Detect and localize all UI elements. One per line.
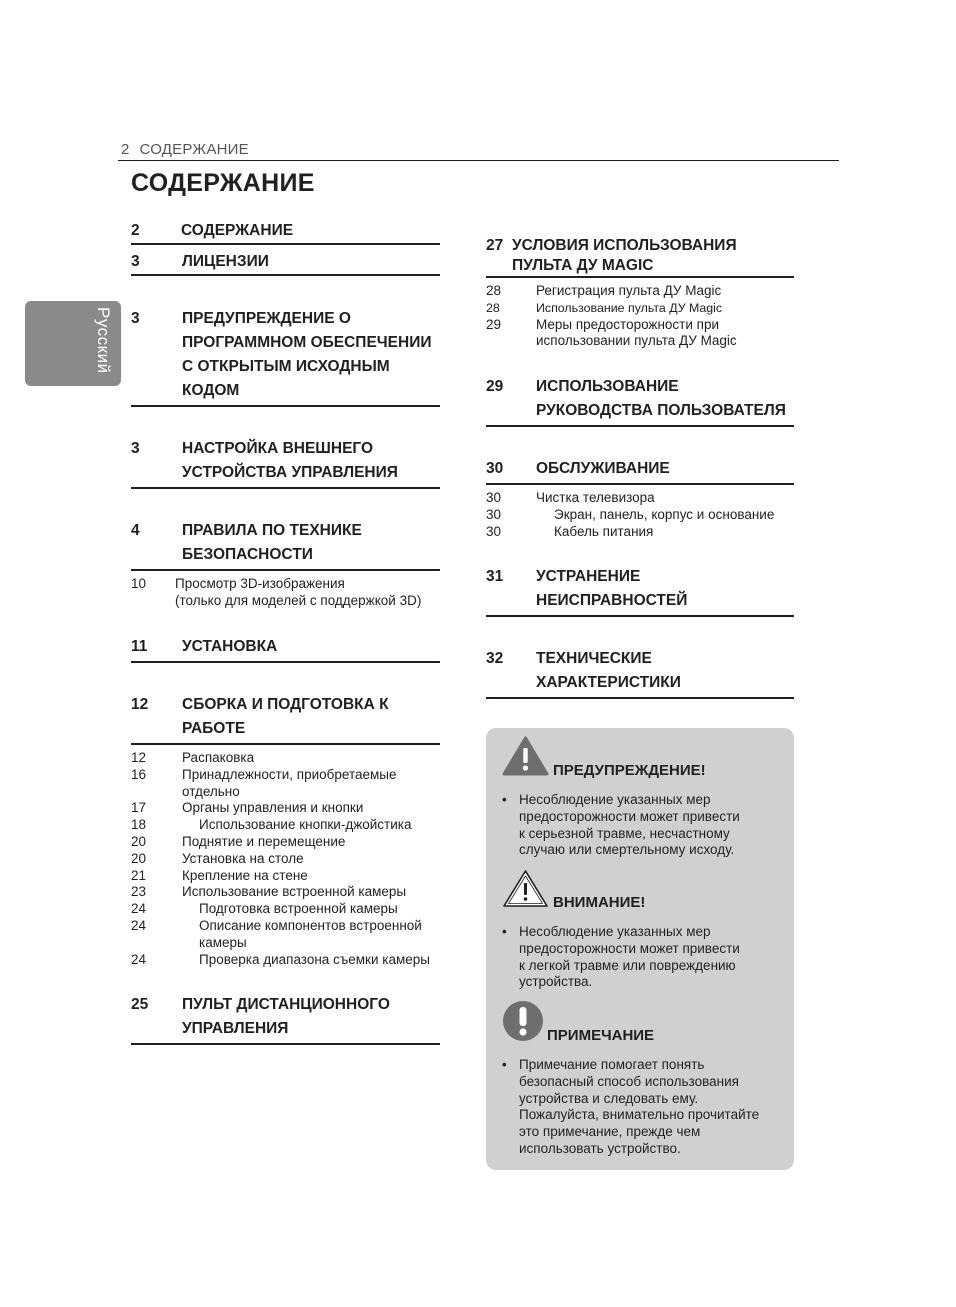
divider — [131, 661, 440, 663]
toc-subtitle: Использование встроенной камеры — [182, 884, 407, 900]
warning-line: Несоблюдение указанных мер — [519, 792, 711, 807]
toc-subtitle: камеры — [199, 934, 247, 950]
toc-sublist-assembly — [131, 750, 441, 970]
toc-title-line: ПРАВИЛА ПО ТЕХНИКЕ — [182, 522, 362, 539]
divider — [131, 569, 440, 571]
toc-title-line: ПРЕДУПРЕЖДЕНИЕ О — [182, 310, 351, 327]
toc-page-number: 11 — [131, 638, 148, 655]
toc-title-line: УСТРОЙСТВА УПРАВЛЕНИЯ — [182, 464, 398, 481]
toc-page-number: 2 — [131, 222, 140, 239]
divider — [486, 425, 794, 427]
toc-title-line: УПРАВЛЕНИЯ — [182, 1020, 289, 1037]
caution-outline-icon — [502, 868, 549, 908]
toc-entry-installation[interactable] — [131, 635, 441, 659]
toc-page-number: 20 — [131, 850, 147, 866]
note-line: Примечание помогает понять — [519, 1057, 705, 1072]
toc-page-number: 30 — [486, 490, 502, 505]
warning-filled-icon — [502, 736, 549, 776]
divider — [131, 274, 440, 276]
toc-subentry[interactable] — [131, 800, 441, 817]
header-rule — [118, 160, 839, 161]
caution-line: Несоблюдение указанных мер — [519, 924, 711, 939]
warning-text — [502, 792, 792, 860]
divider — [486, 483, 794, 485]
caution-text — [502, 924, 792, 992]
divider — [131, 405, 440, 407]
toc-subtitle: Крепление на стене — [182, 867, 308, 883]
toc-page-number: 29 — [486, 378, 504, 395]
toc-page-number: 31 — [486, 568, 504, 585]
exclamation-circle-icon — [502, 1000, 544, 1042]
toc-entry-external-device[interactable] — [131, 437, 441, 485]
toc-page-number: 28 — [486, 283, 502, 298]
toc-entry-troubleshooting[interactable] — [486, 565, 796, 613]
toc-title-line: С ОТКРЫТЫМ ИСХОДНЫМ — [182, 358, 390, 375]
toc-page-number: 24 — [131, 951, 147, 967]
caution-title: ВНИМАНИЕ! — [553, 894, 646, 911]
toc-title: СОДЕРЖАНИЕ — [181, 222, 294, 239]
toc-entry-magic-remote[interactable] — [486, 236, 796, 278]
bullet: • — [502, 792, 507, 807]
toc-title-line: ИСПОЛЬЗОВАНИЕ — [536, 378, 679, 395]
toc-page-number: 29 — [486, 316, 502, 332]
caution-line: предосторожности может привести — [519, 940, 740, 956]
toc-page-number: 20 — [131, 834, 147, 849]
divider — [486, 615, 794, 617]
toc-subentry[interactable] — [131, 851, 441, 868]
caution-line: к легкой травме или повреждению — [519, 957, 736, 973]
toc-title-line: ПУЛЬТА ДУ MAGIC — [512, 257, 654, 274]
toc-page-number: 30 — [486, 506, 502, 522]
toc-page-number: 28 — [486, 300, 500, 315]
toc-title-line: ПРОГРАММНОМ ОБЕСПЕЧЕНИИ — [182, 334, 432, 351]
toc-entry-safety[interactable] — [131, 519, 441, 567]
warning-line: случаю или смертельному исходу. — [519, 842, 735, 858]
toc-page-number: 27 — [486, 237, 504, 254]
toc-title-line: БЕЗОПАСНОСТИ — [182, 546, 313, 563]
running-title: СОДЕРЖАНИЕ — [139, 141, 249, 158]
divider — [131, 243, 440, 245]
toc-subentry[interactable] — [486, 490, 796, 507]
toc-subentry[interactable] — [486, 507, 796, 524]
divider — [131, 743, 440, 745]
toc-subtitle: Принадлежности, приобретаемые — [182, 766, 397, 782]
toc-title-line: ХАРАКТЕРИСТИКИ — [536, 674, 681, 691]
toc-subentry[interactable] — [486, 524, 796, 541]
toc-subentry[interactable] — [131, 918, 441, 935]
toc-entry-assembly[interactable] — [131, 693, 441, 741]
toc-subtitle: Использование кнопки-джойстика — [199, 817, 412, 833]
toc-subentry[interactable] — [486, 317, 796, 334]
note-line: безопасный способ использования — [519, 1073, 739, 1089]
note-title: ПРИМЕЧАНИЕ — [547, 1027, 655, 1044]
toc-subentry[interactable] — [131, 767, 441, 784]
notice-box — [486, 728, 794, 1170]
caution-line: устройства. — [519, 974, 593, 990]
toc-title-line: СБОРКА И ПОДГОТОВКА К — [182, 696, 389, 713]
toc-subtitle: Подготовка встроенной камеры — [199, 901, 398, 917]
bullet: • — [502, 1057, 507, 1072]
toc-subtitle: Поднятие и перемещение — [182, 834, 346, 849]
divider — [131, 1043, 440, 1045]
toc-page-number: 24 — [131, 918, 147, 933]
toc-page-number: 30 — [486, 523, 502, 539]
toc-subtitle: Регистрация пульта ДУ Magic — [536, 283, 722, 298]
toc-subtitle: Меры предосторожности при — [536, 316, 720, 332]
warning-title: ПРЕДУПРЕЖДЕНИЕ! — [553, 762, 706, 779]
toc-subtitle-line: (только для моделей с поддержкой 3D) — [175, 593, 422, 608]
toc-page-number: 17 — [131, 800, 147, 816]
toc-subtitle: Использование пульта ДУ Magic — [536, 300, 723, 315]
toc-page-number: 3 — [131, 253, 140, 270]
toc-subentry[interactable] — [486, 283, 796, 300]
toc-title-line: УСЛОВИЯ ИСПОЛЬЗОВАНИЯ — [512, 237, 737, 254]
note-line: это примечание, прежде чем — [519, 1124, 701, 1140]
bullet: • — [502, 924, 507, 939]
toc-page-number: 23 — [131, 884, 147, 900]
toc-page-number: 16 — [131, 766, 147, 782]
toc-subtitle: Органы управления и кнопки — [182, 800, 364, 816]
toc-subentry-continued — [131, 784, 441, 801]
toc-subentry[interactable] — [131, 817, 441, 834]
toc-title-line: НАСТРОЙКА ВНЕШНЕГО — [182, 440, 374, 457]
toc-entry-maintenance[interactable] — [486, 457, 796, 481]
warning-line: к серьезной травме, несчастному — [519, 825, 730, 841]
toc-subtitle-line: Просмотр 3D-изображения — [175, 576, 345, 591]
toc-subtitle: Экран, панель, корпус и основание — [554, 506, 775, 522]
toc-page-number: 18 — [131, 817, 147, 833]
toc-entry-open-source[interactable] — [131, 307, 441, 403]
toc-entry-contents[interactable] — [131, 219, 441, 243]
toc-page-number: 25 — [131, 996, 149, 1013]
toc-subtitle: Описание компонентов встроенной — [199, 918, 422, 933]
toc-title: ОБСЛУЖИВАНИЕ — [536, 460, 670, 477]
toc-subtitle: использовании пульта ДУ Magic — [536, 333, 737, 349]
toc-subentry[interactable] — [131, 750, 441, 767]
toc-title-line: НЕИСПРАВНОСТЕЙ — [536, 592, 688, 609]
note-line: использовать устройство. — [519, 1141, 681, 1156]
toc-subentry[interactable] — [131, 868, 441, 885]
page-number: 2 — [121, 141, 130, 158]
toc-page-number: 21 — [131, 867, 147, 883]
divider — [486, 276, 794, 278]
divider — [486, 697, 794, 699]
toc-page-number: 3 — [131, 310, 140, 327]
toc-page-number: 10 — [131, 576, 147, 591]
toc-page-number: 4 — [131, 522, 140, 539]
toc-subtitle: Распаковка — [182, 750, 255, 765]
toc-page-number: 30 — [486, 460, 504, 477]
language-tab — [25, 301, 121, 386]
toc-page-number: 3 — [131, 440, 140, 457]
language-tab-label: Русский — [94, 307, 113, 374]
toc-entry-user-guide[interactable] — [486, 375, 796, 423]
toc-subentry-3d[interactable] — [131, 576, 441, 610]
toc-subentry[interactable] — [131, 834, 441, 851]
toc-page-number: 12 — [131, 750, 147, 765]
toc-subtitle: Установка на столе — [182, 850, 304, 866]
toc-subentry-continued — [131, 935, 441, 952]
warning-line: предосторожности может привести — [519, 808, 740, 824]
toc-subtitle: Кабель питания — [554, 523, 654, 539]
toc-subentry[interactable] — [131, 952, 441, 969]
toc-entry-specifications[interactable] — [486, 647, 796, 695]
toc-title-line: ТЕХНИЧЕСКИЕ — [536, 650, 652, 667]
toc-title: ЛИЦЕНЗИИ — [182, 253, 269, 270]
toc-title-line: КОДОМ — [182, 382, 240, 399]
toc-sublist-magic-remote — [486, 283, 796, 351]
toc-entry-licenses[interactable] — [131, 250, 441, 274]
toc-subtitle: отдельно — [182, 783, 240, 799]
toc-page-number: 12 — [131, 696, 149, 713]
toc-title-line: РУКОВОДСТВА ПОЛЬЗОВАТЕЛЯ — [536, 402, 786, 419]
page-title: СОДЕРЖАНИЕ — [131, 169, 315, 197]
note-line: устройства и следовать ему. — [519, 1090, 699, 1106]
note-line: Пожалуйста, внимательно прочитайте — [519, 1107, 760, 1123]
toc-title-line: УСТРАНЕНИЕ — [536, 568, 641, 585]
running-header — [121, 141, 249, 158]
toc-entry-remote-control[interactable] — [131, 993, 441, 1041]
toc-title-line: РАБОТЕ — [182, 720, 246, 737]
divider — [131, 487, 440, 489]
toc-page-number: 32 — [486, 650, 504, 667]
note-text — [502, 1057, 792, 1159]
toc-title-line: ПУЛЬТ ДИСТАНЦИОННОГО — [182, 996, 390, 1013]
toc-subentry[interactable] — [131, 884, 441, 901]
toc-subentry[interactable] — [486, 300, 796, 317]
toc-subtitle: Проверка диапазона съемки камеры — [199, 951, 430, 967]
toc-subentry-continued — [486, 333, 796, 350]
toc-sublist-maintenance — [486, 490, 796, 542]
toc-subtitle: Чистка телевизора — [536, 490, 655, 505]
toc-subentry[interactable] — [131, 901, 441, 918]
toc-page-number: 24 — [131, 901, 147, 917]
toc-title: УСТАНОВКА — [182, 638, 278, 655]
